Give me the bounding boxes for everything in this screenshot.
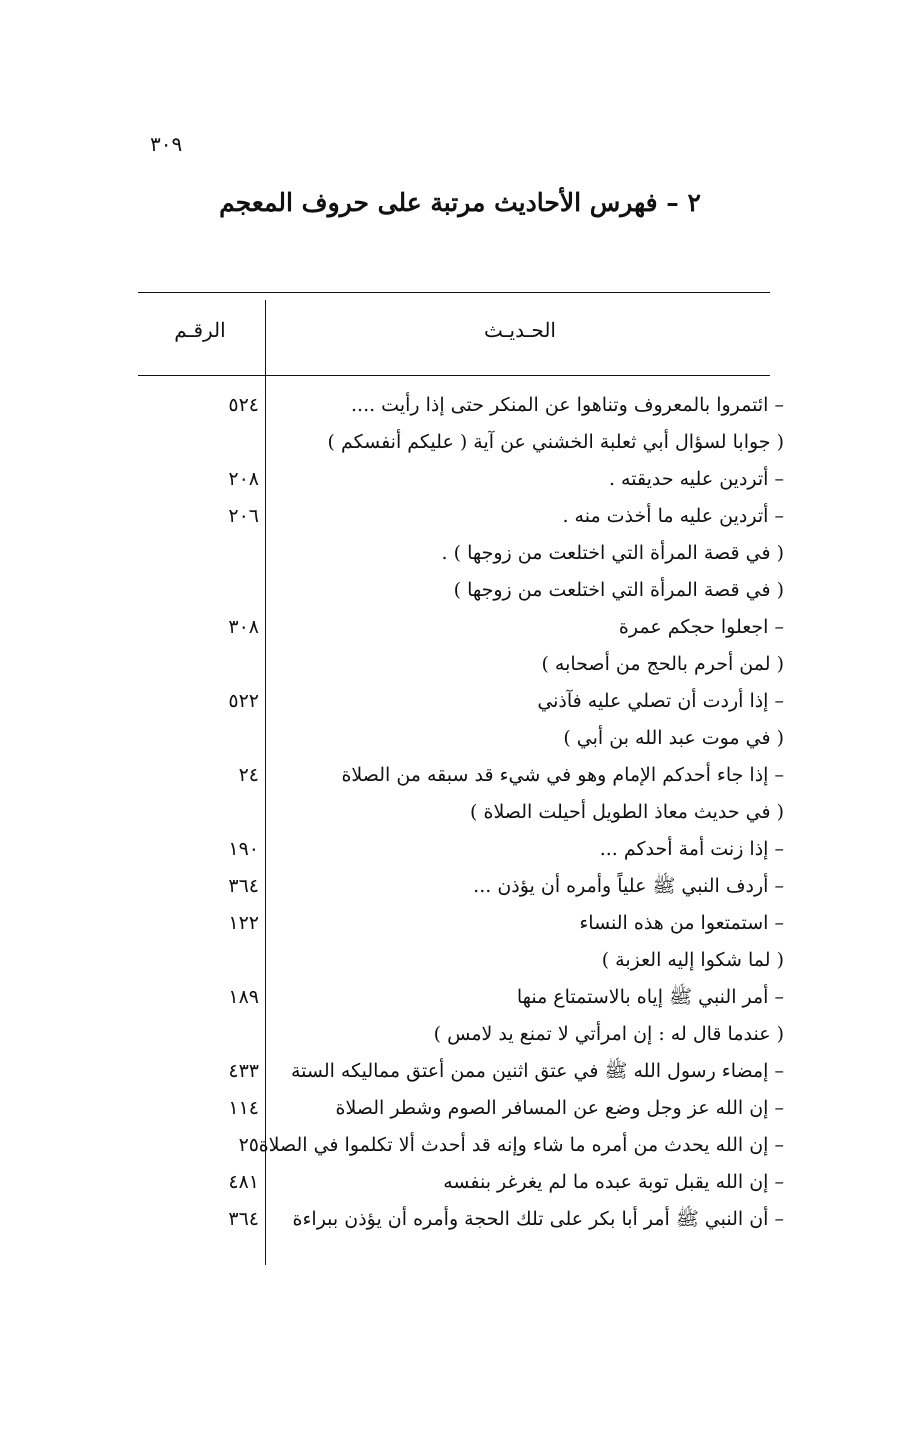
hadith-entry-text: ( عندما قال له : إن امرأتي لا تمنع يد لامس )	[433, 1023, 784, 1045]
hadith-entry-text: – اجعلوا حجكم عمرة	[618, 616, 784, 638]
hadith-entry-number: ١٢٢	[228, 912, 259, 934]
column-header-hadith: الحـديـث	[484, 318, 556, 342]
hadith-entry-text: ( جوابا لسؤال أبي ثعلبة الخشني عن آية ( عليكم أنفسكم )	[327, 431, 784, 453]
hadith-entry-number	[175, 572, 259, 609]
hadith-entry-text: – ائتمروا بالمعروف وتناهوا عن المنكر حتى إذا رأيت ....	[350, 394, 784, 416]
hadith-entry-text: ( في حديث معاذ الطويل أحيلت الصلاة )	[470, 801, 784, 823]
hadith-entry-number	[175, 720, 259, 757]
hadith-entry-text: ( لما شكوا إليه العزبة )	[601, 949, 784, 971]
hadith-entry-number: ٤٣٣	[228, 1060, 259, 1082]
hadith-entry-number: ٢٤	[238, 764, 259, 786]
table-header-rule	[138, 375, 770, 376]
hadith-entry-text: – إذا جاء أحدكم الإمام وهو في شيء قد سبقه من الصلاة	[341, 764, 784, 786]
page-title: ٢ – فهرس الأحاديث مرتبة على حروف المعجم	[219, 188, 701, 217]
hadith-entry-text: ( في قصة المرأة التي اختلعت من زوجها ) .	[441, 542, 784, 564]
hadith-entry-text: – إذا أردت أن تصلي عليه فآذني	[537, 690, 784, 712]
hadith-entry-number: ١١٤	[228, 1097, 259, 1119]
hadith-entry-number	[175, 1016, 259, 1053]
hadith-entry-text: ( في قصة المرأة التي اختلعت من زوجها )	[453, 579, 784, 601]
hadith-entry-text: – إذا زنت أمة أحدكم ...	[599, 838, 784, 860]
hadith-entry-text: ( في موت عبد الله بن أبي )	[563, 727, 784, 749]
hadith-entry-number	[175, 535, 259, 572]
hadith-entry-number: ٢٥	[238, 1134, 259, 1156]
hadith-entry-number: ٣٦٤	[228, 875, 259, 897]
hadith-entry-text: – أتردين عليه حديقته .	[608, 468, 784, 490]
hadith-entry-text: – أتردين عليه ما أخذت منه .	[562, 505, 784, 527]
hadith-entry-text: – إن الله عز وجل وضع عن المسافر الصوم وشطر الصلاة	[335, 1097, 784, 1119]
hadith-entry-text: – إن الله يقبل توبة عبده ما لم يغرغر بنفسه	[443, 1171, 784, 1193]
hadith-entry-number	[175, 424, 259, 461]
hadith-entry-number: ٥٢٤	[228, 394, 259, 416]
hadith-entry-number: ٣٦٤	[228, 1208, 259, 1230]
hadith-entry-text: – أمر النبي ﷺ إياه بالاستمتاع منها	[516, 986, 784, 1008]
hadith-entry-number: ١٩٠	[228, 838, 259, 860]
hadith-entry-number: ٢٠٨	[228, 468, 259, 490]
hadith-entry-number: ١٨٩	[228, 986, 259, 1008]
hadith-entry-number: ٢٠٦	[228, 505, 259, 527]
hadith-entry-number	[175, 942, 259, 979]
hadith-entry-text: – أردف النبي ﷺ علياً وأمره أن يؤذن ...	[473, 875, 784, 897]
hadith-entry-text: ( لمن أحرم بالحج من أصحابه )	[541, 653, 784, 675]
hadith-entry-text: – إمضاء رسول الله ﷺ في عتق اثنين ممن أعتق مماليكه الستة	[290, 1060, 784, 1082]
hadith-entry-text: – أن النبي ﷺ أمر أبا بكر على تلك الحجة وأمره أن يؤذن ببراءة	[292, 1208, 784, 1230]
page-number: ٣٠٩	[150, 132, 183, 156]
hadith-entry-number	[175, 646, 259, 683]
table-column-divider	[265, 300, 266, 1265]
hadith-entry-number	[175, 794, 259, 831]
hadith-entry-number: ٥٢٢	[228, 690, 259, 712]
hadith-entry-number: ٤٨١	[228, 1171, 259, 1193]
hadith-entry-text: – استمتعوا من هذه النساء	[579, 912, 784, 934]
column-header-number: الرقـم	[174, 318, 226, 342]
hadith-entry-text: – إن الله يحدث من أمره ما شاء وإنه قد أحدث ألا تكلموا في الصلاة	[258, 1134, 784, 1156]
hadith-entry-number: ٣٠٨	[228, 616, 259, 638]
table-top-rule	[138, 292, 770, 293]
